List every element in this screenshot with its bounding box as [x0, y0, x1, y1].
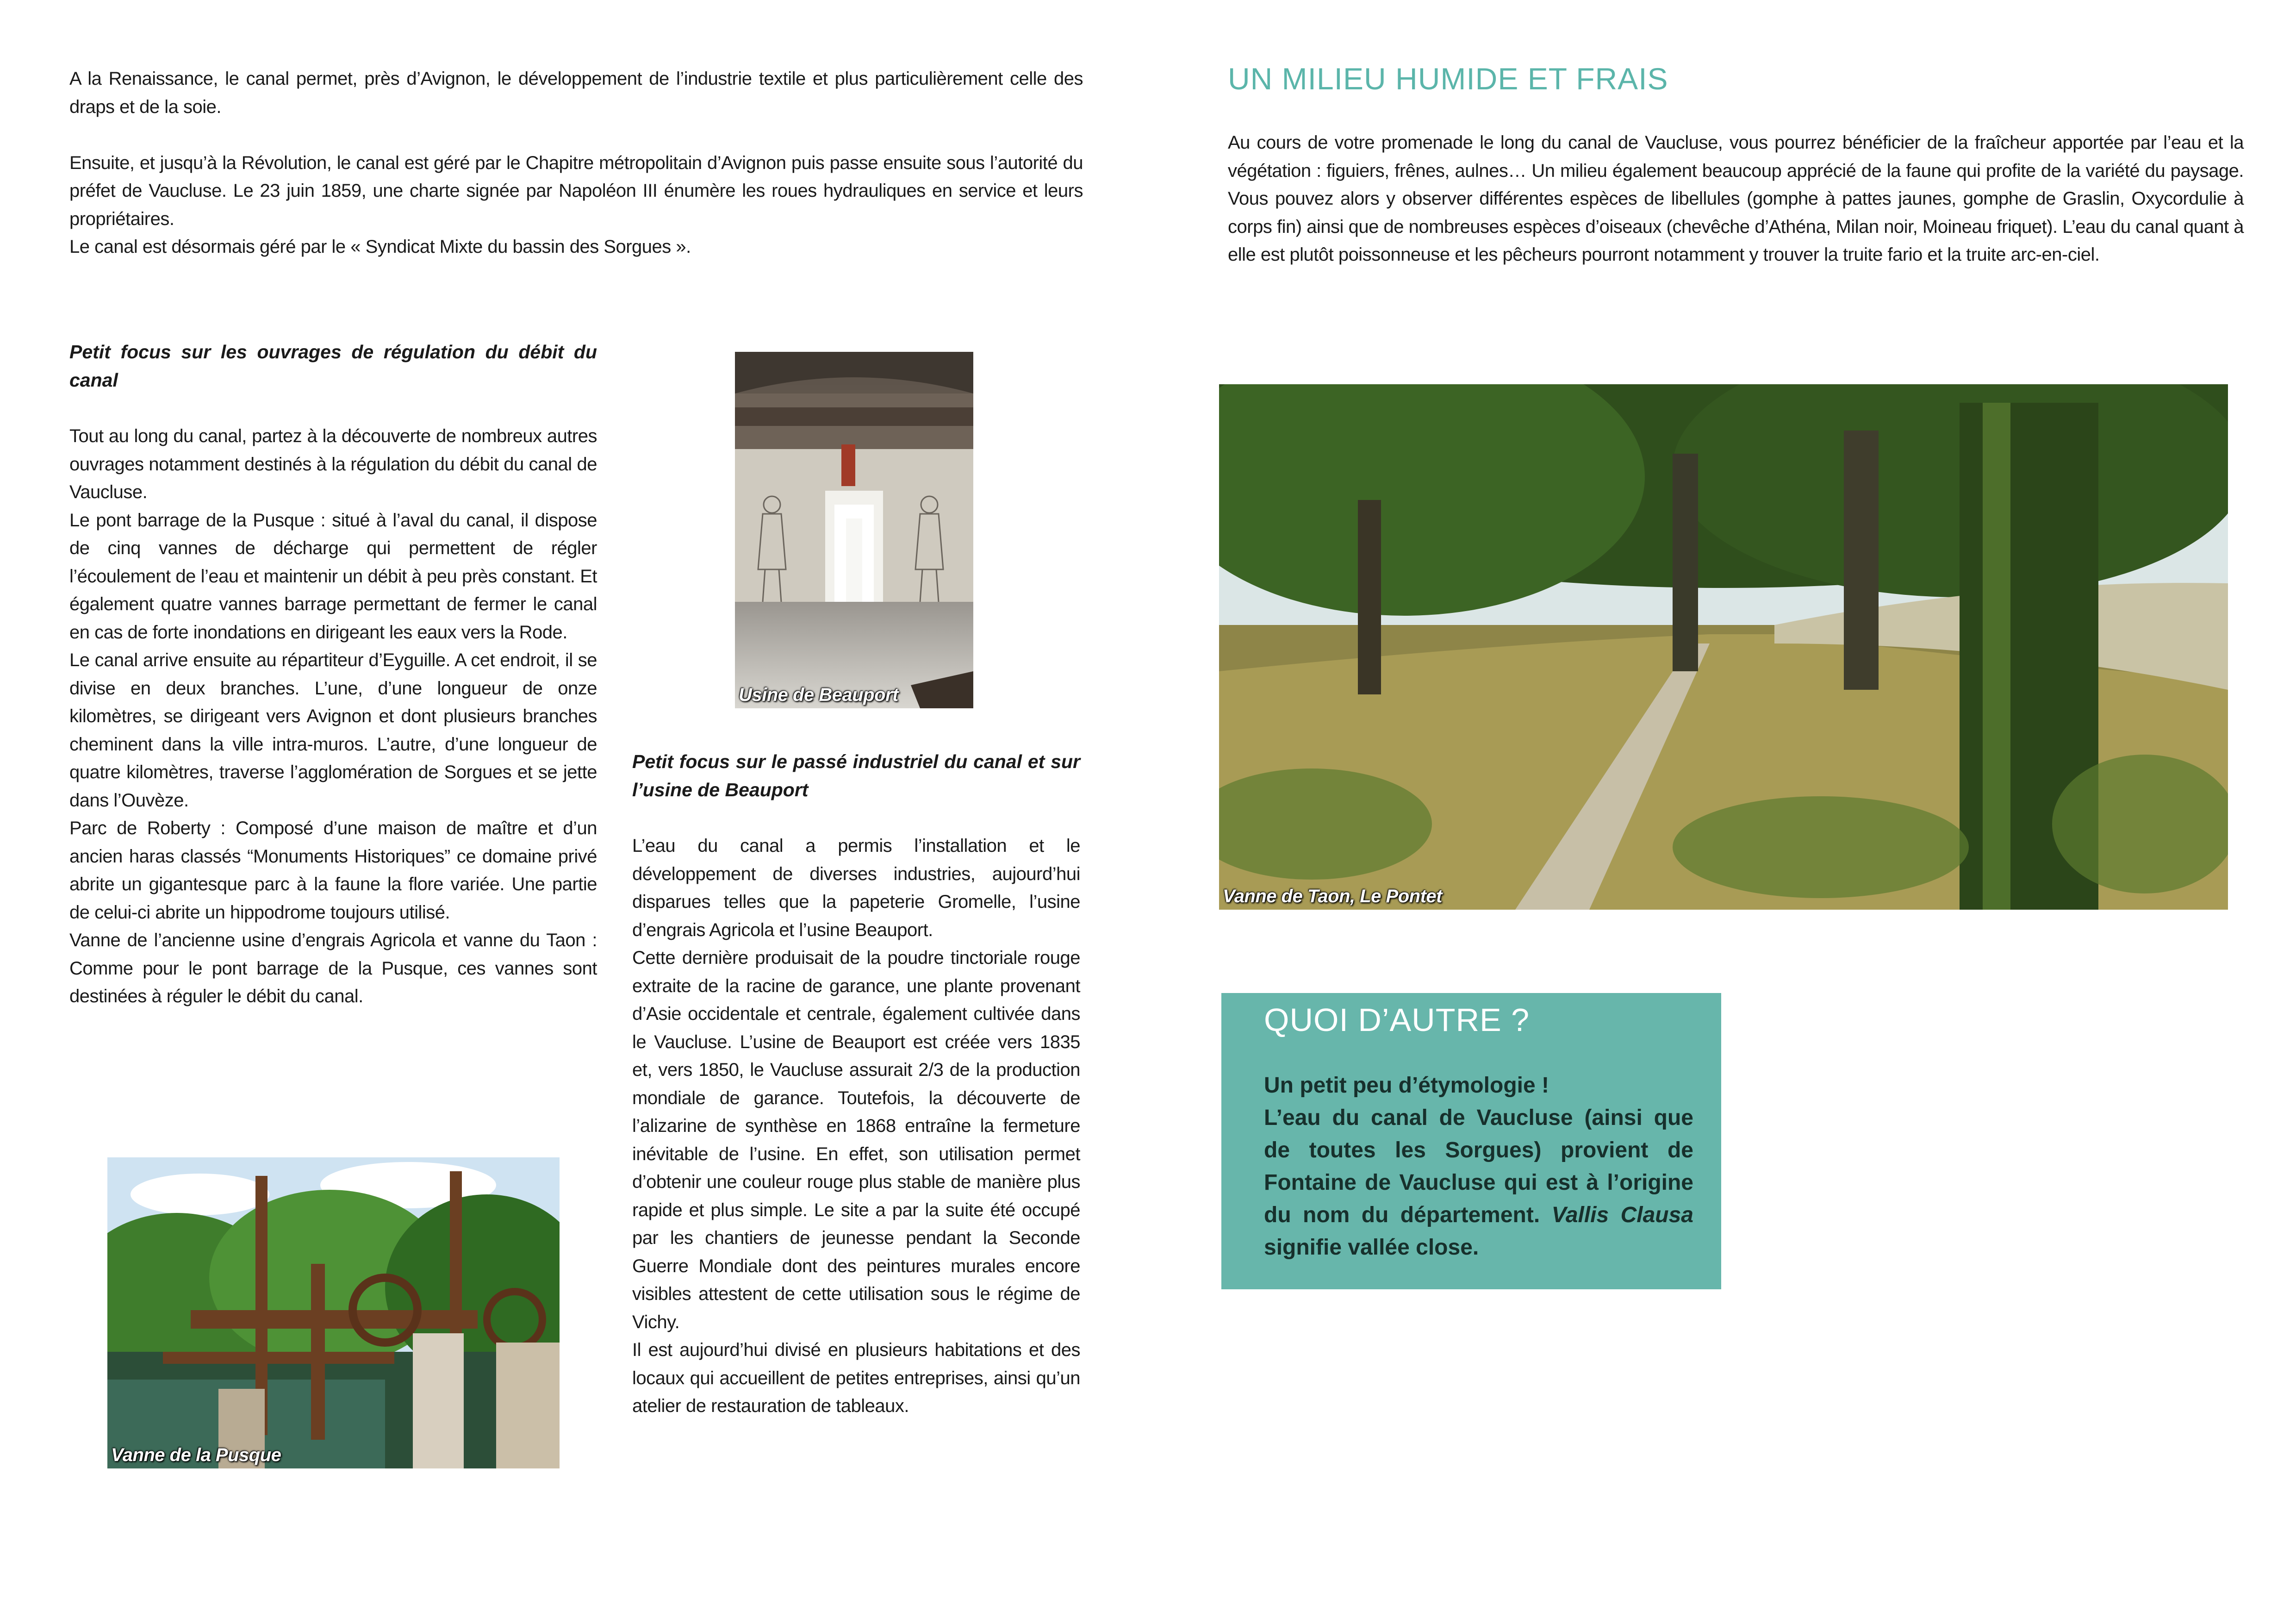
etymology-latin: Vallis Clausa [1551, 1203, 1694, 1227]
pusque-image [107, 1157, 560, 1468]
etymology-text [1264, 1069, 1693, 1264]
photo-vanne-taon [1219, 384, 2228, 910]
etymology-body-a: L’eau du canal de Vaucluse (ainsi que de toutes les Sorgues) provient de Fontaine de Vaucluse qui est à l’origine du nom du département. [1264, 1106, 1693, 1227]
focus-industrial-title: Petit focus sur le passé industriel du canal et sur l’usine de Beauport [632, 751, 1080, 800]
taon-image [1219, 384, 2228, 910]
focus-regulation-title: Petit focus sur les ouvrages de régulation du débit du canal [69, 341, 597, 391]
milieu-text: Au cours de votre promenade le long du canal de Vaucluse, vous pourrez bénéficier de la fraîcheur apportée par l’eau et la végétation : figuiers, frênes, aulnes… Un milieu également beaucoup apprécié de la faune qui profite de la variété du paysage. Vous pouvez alors y observer différentes espèces de libellules (gomphe à pattes jaunes, gomphe de Graslin, Oxycordulie à corps fin) ainsi que de nombreuses espèces d’oiseaux (chevêche d’Athéna, Milan noir, Moineau friquet). L’eau du canal quant à elle est plutôt poissonneuse et les pêcheurs pourront notamment y trouver la truite fario et la truite arc-en-ciel. [1228, 132, 2244, 265]
focus-regulation-text: Tout au long du canal, partez à la découverte de nombreux autres ouvrages notamment destinés à la régulation du débit du canal de Vaucluse. Le pont barrage de la Pusque : situé à l’aval du canal, il dispose de cinq vannes de décharge qui permettent de régler l’écoulement de l’eau et maintenir un débit à peu près constant. Et également quatre vannes barrage permettant de fermer le canal en cas de forte inondations en dirigeant les eaux vers la Rode. Le canal arrive ensuite au répartiteur d’Eyguille. A cet endroit, il se divise en deux branches. L’une, d’une longueur de onze kilomètres, se dirigeant vers Avignon et dont plusieurs branches cheminent dans la ville intra-muros. L’autre, d’une longueur de quatre kilomètres, traverse l’agglomération de Sorgues et se jette dans l’Ouvèze. Parc de Roberty : Composé d’une maison de maître et d’un ancien haras classés “Monuments Historiques” ce domaine privé abrite un gigantesque parc à la faune la flore variée. Une partie de celui-ci abrite un hippodrome toujours utilisé. Vanne de l’ancienne usine d’engrais Agricola et vanne du Taon : Comme pour le pont barrage de la Pusque, ces vannes sont destinées à réguler le débit du canal. [69, 426, 597, 1006]
photo-caption-taon: Vanne de Taon, Le Pontet [1223, 886, 1442, 906]
focus-industrial-text: L’eau du canal a permis l’installation et le développement de diverses industries, aujourd’hui disparues telles que la papeterie Gromelle, l’usine d’engrais Agricola et l’usine Beauport. Cette dernière produisait de la poudre tinctoriale rouge extraite de la racine de garance, une plante provenant d’Asie occidentale et centrale, également cultivée dans le Vaucluse. L’usine de Beauport est créée vers 1835 et, vers 1850, le Vaucluse assurait 2/3 de la production mondiale de garance. Toutefois, la découverte de l’alizarine de synthèse en 1868 entraîne la fermeture inévitable de l’usine. En effet, son utilisation permet d’obtenir une couleur rouge plus stable de manière plus rapide et plus simple. Le site a par la suite été occupé par les chantiers de jeunesse pendant la Seconde Guerre Mondiale dont des peintures murales encore visibles attestent de cette utilisation sous le régime de Vichy. Il est aujourd’hui divisé en plusieurs habitations et des locaux qui accueillent de petites entreprises, ainsi qu’un atelier de restauration de tableaux. [632, 836, 1080, 1416]
photo-caption-beauport: Usine de Beauport [739, 685, 898, 705]
photo-usine-beauport [735, 352, 973, 708]
section-title-milieu: UN MILIEU HUMIDE ET FRAIS [1228, 62, 1668, 96]
etymology-body-b: signifie vallée close. [1264, 1235, 1479, 1260]
quoi-dautre-title: QUOI D’AUTRE ? [1264, 1002, 1530, 1038]
beauport-image [735, 352, 973, 708]
intro-paragraphs: A la Renaissance, le canal permet, près d’Avignon, le développement de l’industrie textile et plus particulièrement celle des draps et de la soie. Ensuite, et jusqu’à la Révolution, le canal est géré par le Chapitre métropolitain d’Avignon puis passe ensuite sous l’autorité du préfet de Vaucluse. Le 23 juin 1859, une charte signée par Napoléon III énumère les roues hydrauliques en service et leurs propriétaires. Le canal est désormais géré par le « Syndicat Mixte du bassin des Sorgues ». [69, 69, 1083, 257]
etymology-heading: Un petit peu d’étymologie ! [1264, 1073, 1549, 1098]
quoi-dautre-box [1221, 993, 1721, 1289]
photo-caption-pusque: Vanne de la Pusque [111, 1445, 281, 1465]
photo-vanne-pusque [107, 1157, 560, 1468]
